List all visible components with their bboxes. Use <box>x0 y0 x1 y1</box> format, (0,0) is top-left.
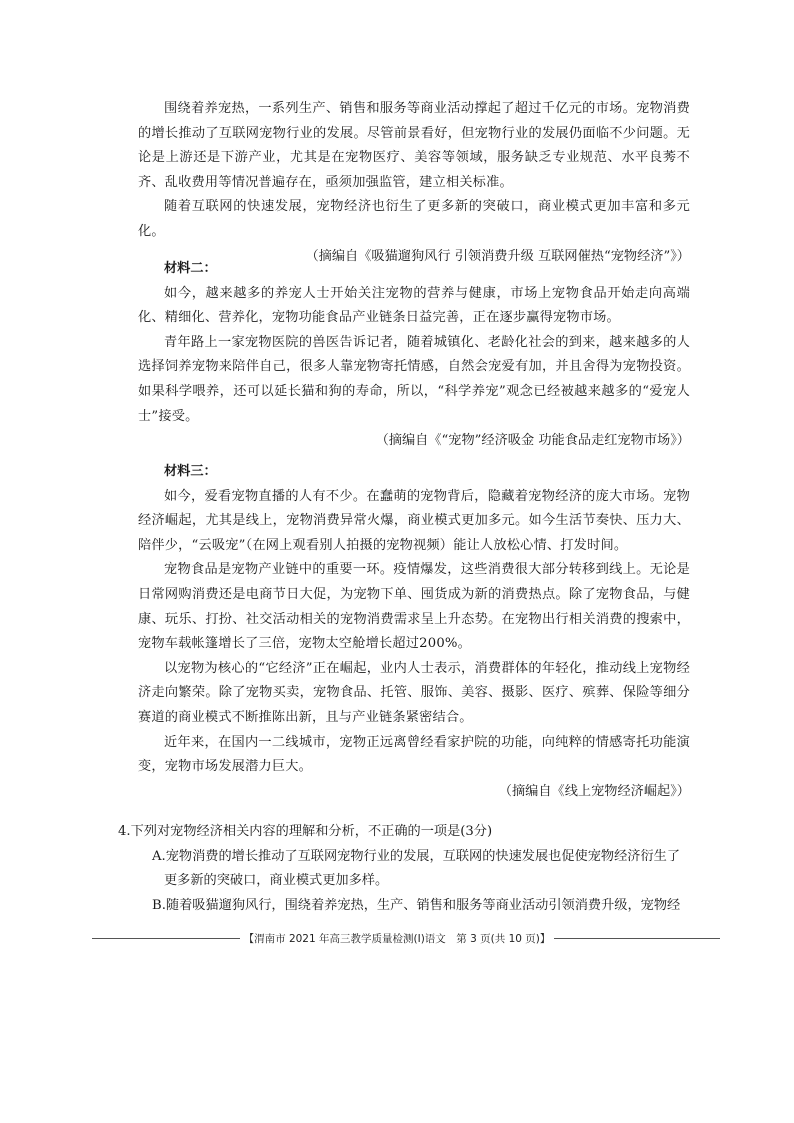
option-a: A.宠物消费的增长推动了互联网宠物行业的发展，互联网的快速发展也促使宠物经济衍生了更多新的突破口，商业模式更加多样。 <box>152 848 681 889</box>
question-stem: 4.下列对宠物经济相关内容的理解和分析，不正确的一项是(3分) <box>118 824 493 839</box>
source-citation: （摘编自《“宠物”经济吸金 功能食品走红宠物市场》） <box>375 433 690 449</box>
paragraph: 围绕着养宠热，一系列生产、销售和服务等商业活动撑起了超过千亿元的市场。宠物消费的增长推动了互联网宠物行业的发展。尽管前景看好，但宠物行业的发展仍面临不少问题。无论是上游还是下游产业，尤其是在宠物医疗、美容等领域，服务缺乏专业规范、水平良莠不齐、乱收费用等情况普遍存在，亟须加强监管，建立相关标准。 <box>138 101 690 190</box>
paragraph: 如今，爱看宠物直播的人有不少。在蠢萌的宠物背后，隐藏着宠物经济的庞大市场。宠物经济崛起，尤其是线上，宠物消费异常火爆，商业模式更加多元。如今生活节奏快、压力大、陪伴少，“云吸宠”（在网上观看别人拍摄的宠物视频）能让人放松心情、打发时间。 <box>138 488 690 553</box>
option-b: B.随着吸猫遛狗风行，围绕着养宠热，生产、销售和服务等商业活动引领消费升级，宠物经 <box>152 897 681 913</box>
material-one-tail <box>138 97 690 269</box>
paragraph: 以宠物为核心的“它经济”正在崛起，业内人士表示，消费群体的年轻化，推动线上宠物经济走向繁荣。除了宠物买卖，宠物食品、托管、服饰、美容、摄影、医疗、殡葬、保险等细分赛道的商业模式不断推陈出新，且与产业链条紧密结合。 <box>138 660 690 725</box>
paragraph: 近年来，在国内一二线城市，宠物正远离曾经看家护院的功能，向纯粹的情感寄托功能演变，宠物市场发展潜力巨大。 <box>138 734 690 775</box>
paragraph: 青年路上一家宠物医院的兽医告诉记者，随着城镇化、老龄化社会的到来，越来越多的人选择饲养宠物来陪伴自己，很多人靠宠物寄托情感，自然会宠爱有加，并且舍得为宠物投资。如果科学喂养，还可以延长猫和狗的寿命，所以，“科学养宠”观念已经被越来越多的“爱宠人士”接受。 <box>138 334 690 424</box>
source-citation: （摘编自《吸猫遛狗风行 引领消费升级 互联网催热“宠物经济”》） <box>305 248 690 264</box>
footer-text: 【渭南市 2021 年高三教学质量检测(Ⅰ)语文 第 3 页(共 10 页)】 <box>240 933 555 945</box>
paragraph: 随着互联网的快速发展，宠物经济也衍生了更多新的突破口，商业模式更加丰富和多元化。 <box>138 199 690 239</box>
paragraph: 如今，越来越多的养宠人士开始关注宠物的营养与健康，市场上宠物食品开始走向高端化、精细化、营养化，宠物功能食品产业链条日益完善，正在逐步赢得宠物市场。 <box>138 285 690 326</box>
source-citation: （摘编自《线上宠物经济崛起》） <box>498 783 690 799</box>
section-heading: 材料三： <box>164 464 217 479</box>
material-three <box>138 460 690 804</box>
question-4 <box>118 820 690 918</box>
material-two <box>138 257 690 454</box>
section-heading: 材料二： <box>164 261 217 276</box>
paragraph: 宠物食品是宠物产业链中的重要一环。疫情爆发，这些消费很大部分转移到线上。无论是日常网购消费还是电商节日大促，为宠物下单、囤货成为新的消费热点。除了宠物食品，与健康、玩乐、打扮、社交活动相关的宠物消费需求呈上升态势。在宠物出行相关消费的搜索中，宠物车载帐篷增长了三倍，宠物太空舱增长超过200%。 <box>138 562 690 652</box>
page-footer <box>0 931 794 946</box>
